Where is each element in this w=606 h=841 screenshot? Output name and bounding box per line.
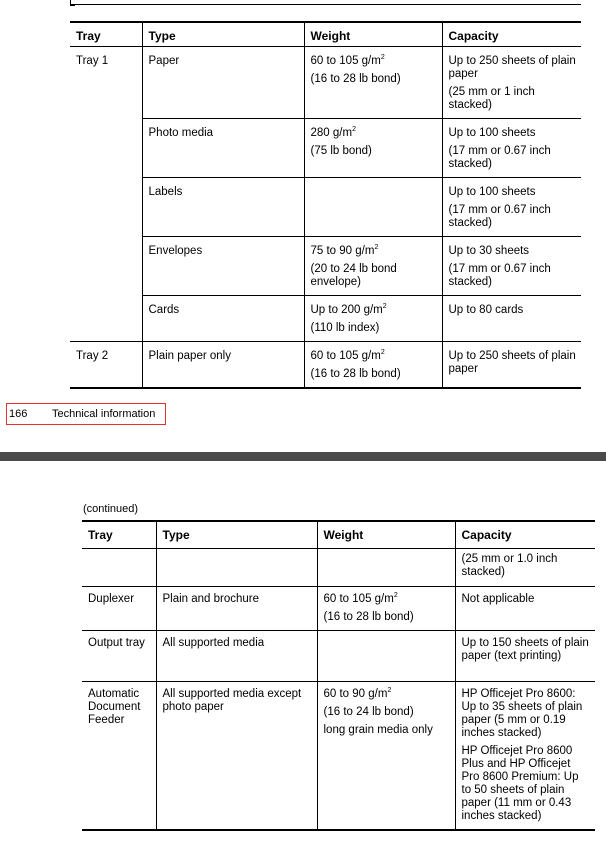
media-tray-table — [70, 21, 581, 389]
table-row — [70, 177, 581, 236]
table-header-row — [82, 521, 595, 548]
capacity-cell: Up to 100 sheets (17 mm or 0.67 inch stacked) — [442, 118, 581, 177]
tray-cell: Tray 1 — [76, 54, 109, 67]
type-cell: Plain and brochure — [156, 586, 317, 630]
type-cell: Plain paper only — [142, 341, 304, 388]
capacity-cell: Up to 100 sheets (17 mm or 0.67 inch stacked) — [442, 177, 581, 236]
tray-cell — [70, 295, 142, 341]
table-row — [70, 341, 581, 388]
capacity-cell: (25 mm or 1.0 inch stacked) — [455, 548, 595, 586]
table-row — [82, 681, 595, 830]
page-number: 166 — [9, 408, 28, 420]
weight-cell: Up to 200 $g/m^2$ (110 lb index) — [304, 295, 442, 341]
type-cell: All supported media except photo paper — [156, 681, 317, 830]
capacity-cell: Not applicable — [455, 586, 595, 630]
cropped-table-fragment — [70, 0, 75, 6]
section-title: Technical information — [52, 408, 156, 420]
capacity-cell: HP Officejet Pro 8600: Up to 35 sheets of plain paper (5 mm or 0.19 inches stacked) HP Officejet Pro 8600 Plus and HP Officejet Pro 8600 Premium: Up to 50 sheets of plain paper (11 mm or 0.43 inches stacked) — [455, 681, 595, 830]
capacity-cell: Up to 150 sheets of plain paper (text printing) — [455, 630, 595, 681]
weight-cell — [304, 177, 442, 236]
weight-cell: 60 to 105 $g/m^2$ (16 to 28 lb bond) — [304, 46, 442, 118]
table-row — [82, 548, 595, 586]
type-cell: Envelopes — [142, 236, 304, 295]
type-cell — [156, 548, 317, 586]
type-cell: Labels — [142, 177, 304, 236]
header-capacity: Capacity — [455, 521, 595, 548]
media-tray-table-continued — [82, 520, 595, 831]
capacity-cell: Up to 80 cards — [442, 295, 581, 341]
table-row — [82, 630, 595, 681]
top-rule — [70, 4, 581, 5]
table-row — [70, 236, 581, 295]
type-cell: Cards — [142, 295, 304, 341]
tray-cell — [70, 177, 142, 236]
tray-cell — [70, 118, 142, 177]
header-weight: Weight — [317, 521, 455, 548]
type-cell: All supported media — [156, 630, 317, 681]
header-tray: Tray — [76, 29, 101, 43]
weight-cell: 60 to 105 $g/m^2$ (16 to 28 lb bond) — [304, 341, 442, 388]
capacity-cell: Up to 250 sheets of plain paper — [442, 341, 581, 388]
table-row — [70, 295, 581, 341]
tray-cell: Output tray — [88, 636, 145, 649]
tray-cell — [82, 548, 156, 586]
table-header-row — [70, 22, 581, 46]
weight-cell — [317, 630, 455, 681]
capacity-cell: Up to 250 sheets of plain paper (25 mm or 1 inch stacked) — [442, 46, 581, 118]
weight-cell: 60 to 105 $g/m^2$ (16 to 28 lb bond) — [317, 586, 455, 630]
tray-cell — [70, 236, 142, 295]
header-weight: Weight — [304, 22, 442, 46]
weight-cell — [317, 548, 455, 586]
page-divider — [0, 452, 606, 461]
type-cell: Photo media — [142, 118, 304, 177]
header-type: Type — [142, 22, 304, 46]
weight-cell: 75 to 90 $g/m^2$ (20 to 24 lb bond envelope) — [304, 236, 442, 295]
table-row — [82, 586, 595, 630]
header-tray: Tray — [88, 528, 113, 542]
tray-cell: Tray 2 — [76, 349, 109, 362]
weight-cell: 60 to 90 $g/m^2$ (16 to 24 lb bond) long grain media only — [317, 681, 455, 830]
table-row — [70, 118, 581, 177]
header-type: Type — [156, 521, 317, 548]
page-footer — [6, 403, 166, 425]
table-row — [70, 46, 581, 118]
tray-cell: Duplexer — [88, 592, 135, 605]
type-cell: Paper — [142, 46, 304, 118]
weight-cell: 280 $g/m^2$ (75 lb bond) — [304, 118, 442, 177]
capacity-cell: Up to 30 sheets (17 mm or 0.67 inch stacked) — [442, 236, 581, 295]
continued-label: (continued) — [83, 503, 139, 515]
tray-cell: Automatic Document Feeder — [88, 687, 141, 726]
header-capacity: Capacity — [442, 22, 581, 46]
